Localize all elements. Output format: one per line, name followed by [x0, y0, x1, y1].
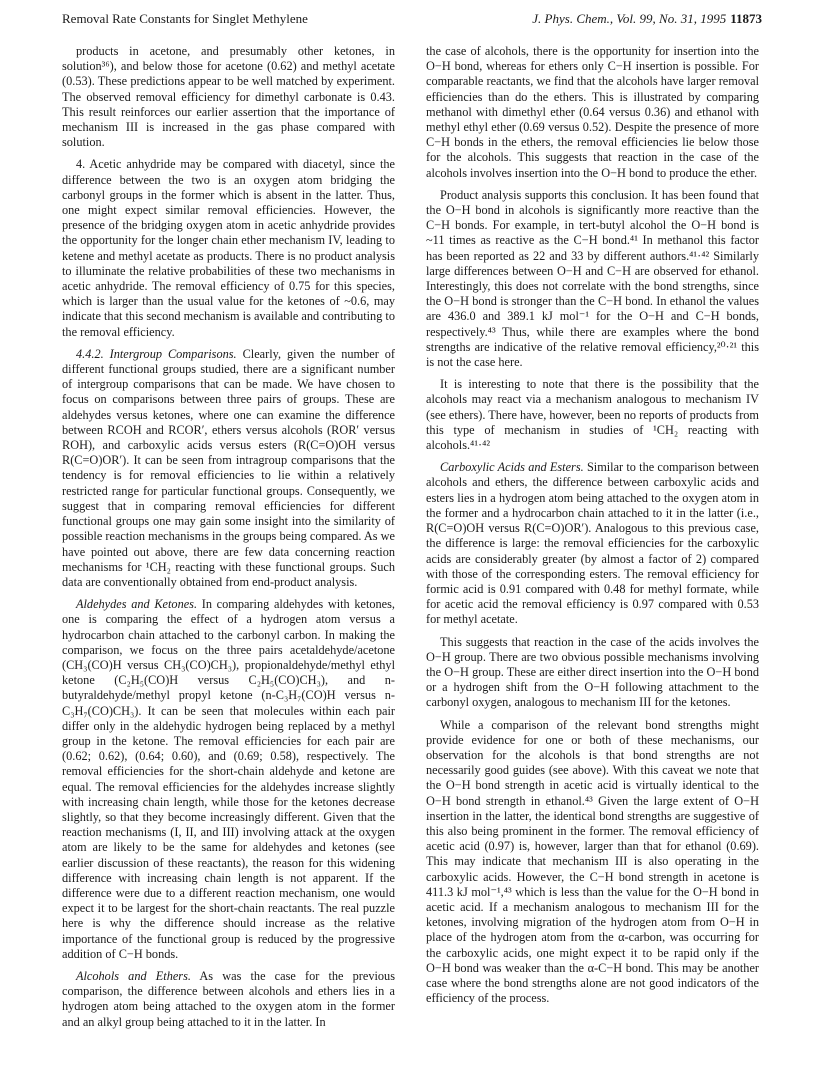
section-heading: Carboxylic Acids and Esters.	[440, 460, 584, 475]
paragraph-text: In comparing aldehydes with ketones, one is comparing the effect of a hydrogen atom versus a hydrocarbon chain attached to the carbonyl carbon. In making the comparison, we focus on the three pairs acetaldehyde/acetone (CH₃(CO)H versus CH₃(CO)CH₃), propionaldehyde/methyl ethyl ketone (C₂H₅(CO)H versus C₂H₅(CO)CH₃), and n-butyraldehyde/methyl propyl ketone (n-C₃H₇(CO)H versus n-C₃H₇(CO)CH₃). It can be seen that molecules within each pair differ only in the aldehydic hydrogen being replaced by a methyl group in the ketone. The removal efficiencies for each pair are (0.62; 0.62), (0.64; 0.60), and (0.69; 0.58), respectively. The removal efficiencies for the short-chain aldehyde and ketone are equal. The removal efficiencies for the aldehydes increase slightly with increasing chain length, while those for the ketones decrease slightly, so that they become increasingly different. Given that the reaction mechanisms (I, II, and III) involving attack at the oxygen atom are likely to be the same for aldehydes and ketones (see earlier discussion of these reactants), the reason for this widening difference with increasing chain length is not apparent. If the difference were due to a different reaction mechanism, one would expect it to be largest for the short-chain reactants. The real puzzle here is why the difference should increase as the relative importance of the functional group is reduced by the progressive addition of C−H bonds.	[62, 597, 396, 961]
paragraph	[62, 597, 395, 962]
left-column	[62, 44, 395, 1037]
running-header	[62, 11, 762, 31]
paragraph	[426, 460, 759, 627]
paragraph	[426, 188, 759, 370]
paragraph-text: It is interesting to note that there is the possibility that the alcohols may react via a mechanism analogous to mechanism IV (see ethers). There have, however, been no reports of products from this type of mechanism in studies of ¹CH₂ reacting with alcohols.⁴¹·⁴²	[426, 377, 759, 453]
paragraph	[62, 157, 395, 339]
paragraph	[62, 969, 395, 1030]
paragraph-text: the case of alcohols, there is the opportunity for insertion into the O−H bond, whereas for ethers only C−H insertion is possible. For comparable reactants, we find that the alcohols have larger removal efficiencies than do the ethers. This is illustrated by comparing methanol with dimethyl ether (0.64 versus 0.36) and ethanol with methyl ethyl ether (0.69 versus 0.52). Despite the presence of more C−H bonds in the ethers, the removal efficiencies lie below those for the alcohols. This suggests that reaction in the case of the alcohols involves insertion into the O−H bond to produce the ether.	[426, 44, 759, 180]
page-number: 11873	[730, 11, 762, 26]
paragraph-text: products in acetone, and presumably other ketones, in solution³⁶), and below those for acetone (0.62) and methyl acetate (0.53). These predictions appear to be well matched by experiment. The observed removal efficiency for dimethyl carbonate is 0.43. This result reinforces our earlier assertion that the importance of mechanism III is increased in the gas phase compared with solution.	[62, 44, 395, 150]
journal-citation	[532, 11, 762, 27]
volume-info: Vol. 99, No. 31, 1995	[616, 11, 727, 26]
paragraph	[426, 718, 759, 1007]
paragraph-text: 4. Acetic anhydride may be compared with diacetyl, since the difference between the two is an oxygen atom bridging the carbonyl groups in the former which is absent in the latter. Thus, one might expect similar removal efficiencies. However, the presence of the bridging oxygen atom in acetic anhydride provides the opportunity for the longer chain ether mechanism IV, leading to ketene and methyl acetate as products. There is no product analysis to illuminate the relative probabilities of these two mechanisms in acetic anhydride. The removal efficiency of 0.75 for this species, which is larger than the usual value for the ketones of ~0.6, may indicate that this second mechanism is available and contributing to the removal efficiency.	[62, 157, 395, 339]
paragraph	[426, 44, 759, 181]
right-column	[426, 44, 759, 1013]
paragraph	[62, 44, 395, 150]
paragraph-text: Similar to the comparison between alcohols and ethers, the difference between carboxylic acids and esters lies in a hydrogen atom being attached to the oxygen atom in the former and a hydrocarbon chain attached to it in the latter (i.e., R(C=O)OH versus R(C=O)OR′). Analogous to this previous case, the difference is large: the removal efficiencies for the carboxylic acids are considerably greater (by almost a factor of 2) compared with those of the corresponding esters. The removal efficiency for formic acid is 0.91 compared with 0.48 for methyl formate, while for acetic acid the removal efficiency is 0.97 compared with 0.53 for methyl acetate.	[426, 460, 759, 627]
paragraph-text: This suggests that reaction in the case of the acids involves the O−H group. There are two obvious possible mechanisms involving the O−H group. These are either direct insertion into the O−H bond or a hydrogen shift from the O−H following attachment to the carbonyl oxygen, analogous to mechanism III for the ketones.	[426, 634, 759, 710]
journal-name: J. Phys. Chem.	[532, 11, 610, 26]
paragraph	[62, 347, 395, 590]
paragraph	[426, 635, 759, 711]
paragraph-text: While a comparison of the relevant bond strengths might provide evidence for one or both of these mechanisms, our observation for the alcohols is that bond strengths are not necessarily good guides (see above). With this caveat we note that the O−H bond strength in acetic acid is virtually identical to the O−H bond strength in ethanol.⁴³ Given the large extent of O−H insertion in the latter, the identical bond strengths are suggestive of this also being prominent in the former. The removal efficiency of acetic acid (0.97) is, however, larger than that for ethanol (0.69). This may indicate that mechanism III is also operating in the carboxylic acids. However, the C−H bond strength in acetone is 411.3 kJ mol⁻¹,⁴³ which is less than the value for the O−H bond in acetic acid. If a mechanism analogous to mechanism III for the ketones, involving migration of the hydrogen atom from O−H in place of the hydrogen atom from the α-carbon, was occurring for the carboxylic acids, one might expect it to be rapid only if the O−H bond was weaker than the α-C−H bond. This may be another case where the bond strengths alone are not good indicators of the efficiency of the process.	[426, 717, 759, 1006]
section-heading: 4.4.2. Intergroup Comparisons.	[76, 346, 237, 361]
running-title: Removal Rate Constants for Singlet Methylene	[62, 11, 308, 26]
paragraph-text: Clearly, given the number of different functional groups studied, there are a significant number of intergroup comparisons that can be made. We have chosen to focus on comparisons between three pairs of groups. These are aldehydes versus ketones, where one can examine the difference between RCOH and RCOR′, ethers versus alcohols (ROR′ versus ROH), and carboxylic acids versus esters (R(C=O)OH versus R(C=O)OR′). It can be seen from intragroup comparisons that the tendency is for removal efficiencies to lie within a relatively restricted range for particular functional groups. Consequently, we suggest that in comparing removal efficiencies for different functional groups one may gain some insight into the similarity of possible reaction mechanisms in the groups being compared. As we have pointed out above, there are few data concerning reaction mechanisms for ¹CH₂ reacting with these functional groups. Such data are conventionally obtained from end-product analysis.	[62, 346, 396, 589]
paragraph	[426, 377, 759, 453]
section-heading: Aldehydes and Ketones.	[76, 597, 198, 612]
journal-volume-info: J. Phys. Chem., Vol. 99, No. 31, 1995	[532, 11, 727, 26]
paragraph-text: Product analysis supports this conclusion. It has been found that the O−H bond in alcohols is significantly more reactive than the C−H bonds. For example, in tert-butyl alcohol the O−H bond is ~11 times as reactive as the C−H bond.⁴¹ In methanol this factor has been reported as 22 and 33 by different authors.⁴¹·⁴² Similarly large differences between O−H and C−H are observed for ethanol. Interestingly, this does not correlate with the bond strengths, since the O−H bond is stronger than the C−H bond. In ethanol the values are 436.0 and 389.1 kJ mol⁻¹ for the O−H and C−H bonds, respectively.⁴³ Thus, while there are examples where the bond strengths are indicative of the relative removal efficiency,²⁰·²¹ this is not the case here.	[426, 187, 759, 370]
paragraph-text: As was the case for the previous comparison, the difference between alcohols and ethers lies in a hydrogen atom being attached to the oxygen atom in the former and an alkyl group being attached to it in the latter. In	[62, 968, 395, 1029]
section-heading: Alcohols and Ethers.	[76, 968, 191, 983]
